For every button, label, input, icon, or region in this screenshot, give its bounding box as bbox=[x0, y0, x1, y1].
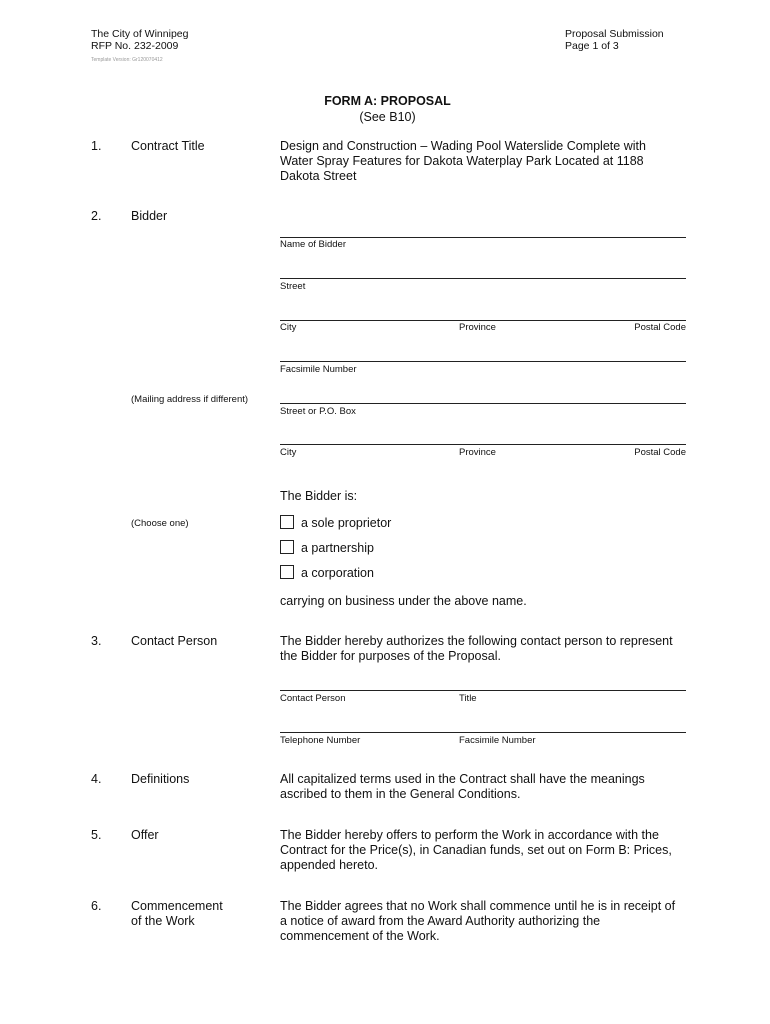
form-subtitle: (See B10) bbox=[359, 110, 416, 124]
street-label: Street bbox=[280, 281, 306, 292]
partnership-checkbox[interactable] bbox=[280, 540, 294, 554]
bidder-name-field[interactable] bbox=[280, 237, 686, 238]
contact-fax-label: Facsimile Number bbox=[459, 735, 536, 746]
offer-line: appended hereto. bbox=[280, 858, 379, 872]
commencement-line: a notice of award from the Award Authority authorizing the bbox=[280, 914, 601, 928]
definitions-line: ascribed to them in the General Conditions. bbox=[280, 787, 521, 801]
street-field[interactable] bbox=[280, 278, 686, 279]
postal-code-label: Postal Code bbox=[634, 322, 686, 333]
bidder-fax-field[interactable] bbox=[280, 361, 686, 362]
definitions-line: All capitalized terms used in the Contract shall have the meanings bbox=[280, 772, 645, 786]
partnership-label: a partnership bbox=[301, 541, 374, 555]
offer-line: Contract for the Price(s), in Canadian funds, set out on Form B: Prices, bbox=[280, 843, 672, 857]
header-right bbox=[565, 28, 664, 52]
header-left bbox=[91, 28, 188, 52]
section-2-title: Bidder bbox=[131, 209, 168, 223]
section-5-number: 5. bbox=[91, 828, 102, 842]
city-name: The City of Winnipeg bbox=[91, 28, 189, 40]
bidder-name-label: Name of Bidder bbox=[280, 239, 347, 250]
contract-title-line: Dakota Street bbox=[280, 169, 357, 183]
contact-authorization-line: The Bidder hereby authorizes the following contact person to represent bbox=[280, 634, 673, 648]
definitions-text bbox=[280, 772, 686, 802]
contact-authorization-line: the Bidder for purposes of the Proposal. bbox=[280, 649, 501, 663]
mailing-street-field[interactable] bbox=[280, 403, 686, 404]
bidder-fax-label: Facsimile Number bbox=[280, 364, 357, 375]
section-1-number: 1. bbox=[91, 139, 102, 153]
section-1-title: Contract Title bbox=[131, 139, 205, 153]
contact-person-title-field[interactable] bbox=[280, 690, 686, 691]
mailing-street-label: Street or P.O. Box bbox=[280, 406, 356, 417]
telephone-number-label: Telephone Number bbox=[280, 735, 361, 746]
section-6-title-line: Commencement bbox=[131, 899, 223, 913]
page-indicator: Page 1 of 3 bbox=[565, 40, 619, 52]
offer-line: The Bidder hereby offers to perform the Work in accordance with the bbox=[280, 828, 659, 842]
section-6-title bbox=[131, 899, 223, 929]
rfp-number: RFP No. 232-2009 bbox=[91, 40, 179, 52]
section-3-number: 3. bbox=[91, 634, 102, 648]
sole-proprietor-label: a sole proprietor bbox=[301, 516, 392, 530]
commencement-line: The Bidder agrees that no Work shall commence until he is in receipt of bbox=[280, 899, 676, 913]
form-title: FORM A: PROPOSAL bbox=[324, 94, 451, 108]
offer-text bbox=[280, 828, 686, 873]
carrying-business-text: carrying on business under the above name. bbox=[280, 594, 527, 608]
city-province-postal-field[interactable] bbox=[280, 320, 686, 321]
sole-proprietor-checkbox[interactable] bbox=[280, 515, 294, 529]
contract-title-line: Design and Construction – Wading Pool Waterslide Complete with bbox=[280, 139, 646, 153]
section-6-number: 6. bbox=[91, 899, 102, 913]
section-6-title-line: of the Work bbox=[131, 914, 195, 928]
proposal-submission-label: Proposal Submission bbox=[565, 28, 664, 40]
mailing-address-note: (Mailing address if different) bbox=[131, 394, 249, 405]
contact-title-label: Title bbox=[459, 693, 477, 704]
mailing-postal-code-label: Postal Code bbox=[634, 447, 686, 458]
contact-person-label: Contact Person bbox=[280, 693, 346, 704]
choose-one-note: (Choose one) bbox=[131, 518, 189, 529]
mailing-city-province-postal-field[interactable] bbox=[280, 444, 686, 445]
province-label: Province bbox=[459, 322, 496, 333]
mailing-province-label: Province bbox=[459, 447, 496, 458]
section-5-title: Offer bbox=[131, 828, 159, 842]
commencement-text bbox=[280, 899, 686, 944]
city-label: City bbox=[280, 322, 297, 333]
contact-phone-fax-field[interactable] bbox=[280, 732, 686, 733]
section-2-number: 2. bbox=[91, 209, 102, 223]
section-4-number: 4. bbox=[91, 772, 102, 786]
contract-title-line: Water Spray Features for Dakota Waterplay Park Located at 1188 bbox=[280, 154, 644, 168]
corporation-label: a corporation bbox=[301, 566, 374, 580]
contact-authorization-text bbox=[280, 634, 673, 664]
bidder-is-label: The Bidder is: bbox=[280, 489, 358, 503]
contract-title-text bbox=[280, 139, 646, 184]
commencement-line: commencement of the Work. bbox=[280, 929, 440, 943]
corporation-checkbox[interactable] bbox=[280, 565, 294, 579]
template-version-note: Template Version: Gr120070412 bbox=[91, 57, 163, 63]
mailing-city-label: City bbox=[280, 447, 297, 458]
section-4-title: Definitions bbox=[131, 772, 190, 786]
section-3-title: Contact Person bbox=[131, 634, 218, 648]
